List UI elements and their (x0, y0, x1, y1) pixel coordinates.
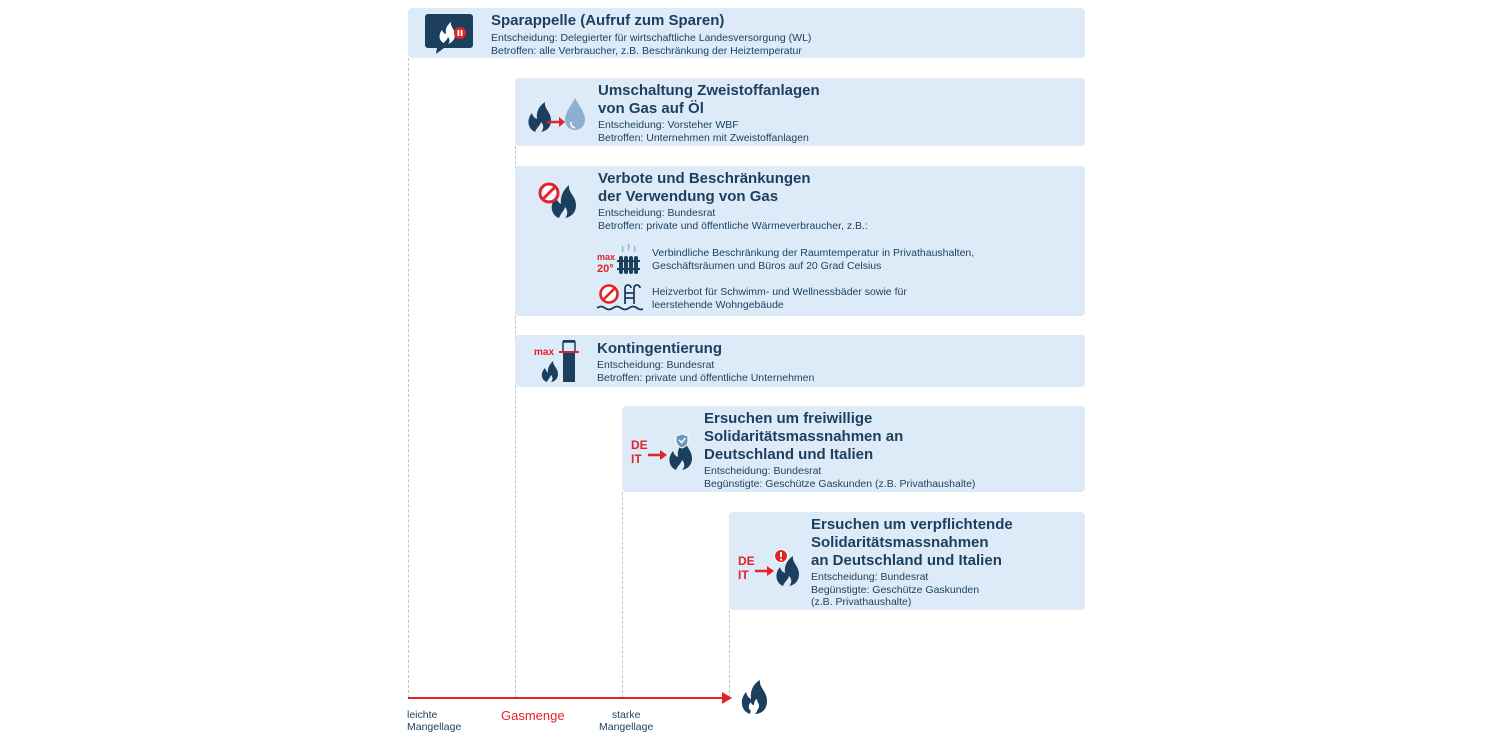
de-label: DE (738, 554, 755, 568)
it-label: IT (738, 568, 749, 582)
timeline-line-3 (622, 492, 623, 698)
flame-to-oil-drop-icon (525, 94, 587, 136)
sub-item-text: Heizverbot für Schwimm- und Wellnessbäder sowie für leerstehende Wohngebäude (652, 286, 907, 311)
stage-meta: Entscheidung: Bundesrat Betroffen: private und öffentliche Unternehmen (597, 359, 815, 384)
it-label: IT (631, 452, 642, 466)
radiator-max-20-icon (595, 242, 643, 276)
stage-title: Umschaltung Zweistoffanlagen von Gas auf Öl (598, 82, 820, 117)
stage-title: Kontingentierung (597, 340, 722, 357)
de-label: DE (631, 438, 648, 452)
radiator-temp-label: 20° (597, 263, 614, 275)
gas-quota-max-icon (533, 338, 581, 384)
stage-title: Ersuchen um freiwillige Solidaritätsmassnahmen an Deutschland und Italien (704, 410, 904, 463)
sub-item-text: Verbindliche Beschränkung der Raumtemperatur in Privathaushalten, Geschäftsräumen und Büros auf 20 Grad Celsius (652, 247, 975, 272)
stage-meta: Entscheidung: Bundesrat Begünstigte: Geschütze Gaskunden (z.B. Privathaushalte) (704, 465, 976, 490)
stage-meta: Entscheidung: Bundesrat Begünstigte: Geschütze Gaskunden (z.B. Privathaushalte) (811, 571, 980, 608)
stage-card-kontingentierung (515, 335, 1085, 387)
stage-meta: Entscheidung: Bundesrat Betroffen: private und öffentliche Wärmeverbraucher, z.B.: (598, 207, 868, 232)
stage-card-sparappelle (408, 8, 1085, 58)
radiator-max-label: max (597, 252, 616, 262)
stage-title: Ersuchen um verpflichtende Solidaritätsmassnahmen an Deutschland und Italien (811, 516, 1013, 569)
de-it-mandatory-flame-icon (737, 548, 801, 588)
axis-label-gasmenge: Gasmenge (501, 708, 565, 723)
stage-card-umschaltung (515, 78, 1085, 146)
stage-card-verbote (515, 166, 1085, 316)
stage-card-freiwillige-solidaritaet (622, 406, 1085, 492)
stage-meta: Entscheidung: Delegierter für wirtschaftliche Landesversorgung (WL) Betroffen: alle Verbraucher, z.B. Beschränkung der Heiztemperatur (491, 32, 812, 57)
stage-meta: Entscheidung: Vorsteher WBF Betroffen: Unternehmen mit Zweistoffanlagen (598, 119, 809, 144)
stage-title: Sparappelle (Aufruf zum Sparen) (491, 12, 725, 29)
timeline-line-1 (408, 58, 409, 698)
stage-title: Verbote und Beschränkungen der Verwendung von Gas (598, 170, 811, 205)
axis-label-leichte-mangellage: leichte Mangellage (407, 709, 462, 733)
quota-max-label: max (534, 347, 555, 358)
de-it-voluntary-flame-icon (630, 432, 694, 472)
no-gas-flame-icon (537, 180, 579, 220)
gas-quantity-axis-arrow (406, 691, 734, 705)
flame-icon (736, 678, 768, 716)
axis-label-starke-mangellage: starke Mangellage (599, 709, 654, 733)
stage-card-verpflichtende-solidaritaet (729, 512, 1085, 610)
timeline-line-4 (729, 610, 730, 698)
no-pool-icon (597, 282, 643, 312)
speech-bubble-flame-pause-icon (424, 12, 474, 54)
